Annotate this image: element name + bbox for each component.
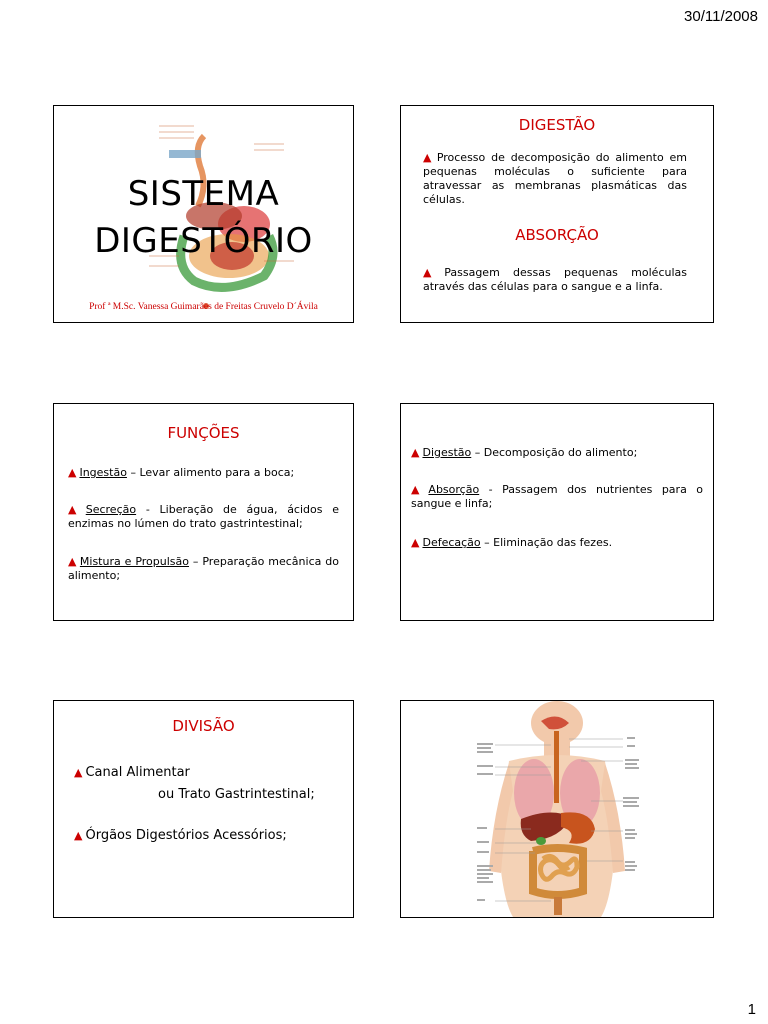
bullet-triangle-icon: ▲ [68,503,83,516]
funcao-term: Secreção [85,503,137,516]
funcao-term: Mistura e Propulsão [79,555,189,568]
divisao-text: Órgãos Digestórios Acessórios; [85,828,287,843]
author-credit: Prof ª M.Sc. Vanessa Guimarães de Freitas Cruvelo D´Ávila [89,302,318,312]
bullet-triangle-icon: ▲ [74,829,83,842]
funcao-item [411,483,703,511]
absorcao-text: Passagem dessas pequenas moléculas através das células para o sangue e a linfa. [423,266,687,293]
bullet-triangle-icon: ▲ [68,466,77,479]
slide-title-line1: SISTEMA [127,174,280,214]
heading-absorcao: ABSORÇÃO [515,226,599,244]
funcao-item [68,555,339,583]
slide-funcoes [53,403,354,621]
divisao-item [74,763,190,783]
heading-divisao: DIVISÃO [172,717,235,735]
absorcao-definition [423,266,687,294]
funcao-text: – Levar alimento para a boca; [126,466,295,479]
bullet-triangle-icon: ▲ [423,151,434,164]
funcao-term: Digestão [422,446,472,459]
funcao-term: Ingestão [79,466,127,479]
funcao-text: – Preparação mecânica do alimento; [68,555,339,582]
bullet-triangle-icon: ▲ [411,536,420,549]
page-number: 1 [747,1001,756,1018]
funcao-text: – Eliminação das fezes. [480,536,613,549]
funcao-text: - Passagem dos nutrientes para o sangue e linfa; [411,483,703,510]
funcao-item [411,536,703,550]
heading-funcoes: FUNÇÕES [167,424,240,442]
page-date: 30/11/2008 [684,8,758,25]
funcao-item [411,446,703,460]
funcao-term: Absorção [428,483,480,496]
funcao-text: - Liberação de água, ácidos e enzimas no lúmen do trato gastrintestinal; [68,503,339,530]
slide-anatomy-illustration [400,700,714,918]
slide-digestao-absorcao [400,105,714,323]
bullet-triangle-icon: ▲ [68,555,77,568]
funcao-term: Defecação [422,536,481,549]
bullet-triangle-icon: ▲ [411,483,426,496]
slide-title-line2: DIGESTÓRIO [94,221,313,261]
funcao-item [68,466,339,480]
bullet-triangle-icon: ▲ [74,766,83,779]
divisao-subline: ou Trato Gastrintestinal; [158,787,315,802]
divisao-item [74,826,287,846]
bullet-triangle-icon: ▲ [423,266,442,279]
funcao-text: – Decomposição do alimento; [471,446,638,459]
digestive-anatomy-illustration [401,701,713,917]
digestao-text: Processo de decomposição do alimento em pequenas moléculas o suficiente para atravessar as membranas plasmáticas das células. [423,151,688,206]
slide-divisao [53,700,354,918]
bullet-triangle-icon: ▲ [411,446,420,459]
slide-title [53,105,354,323]
digestao-definition [423,151,687,207]
slide-funcoes-continuacao [400,403,714,621]
divisao-text: Canal Alimentar [85,765,190,780]
funcao-item [68,503,339,531]
heading-digestao: DIGESTÃO [518,116,596,134]
